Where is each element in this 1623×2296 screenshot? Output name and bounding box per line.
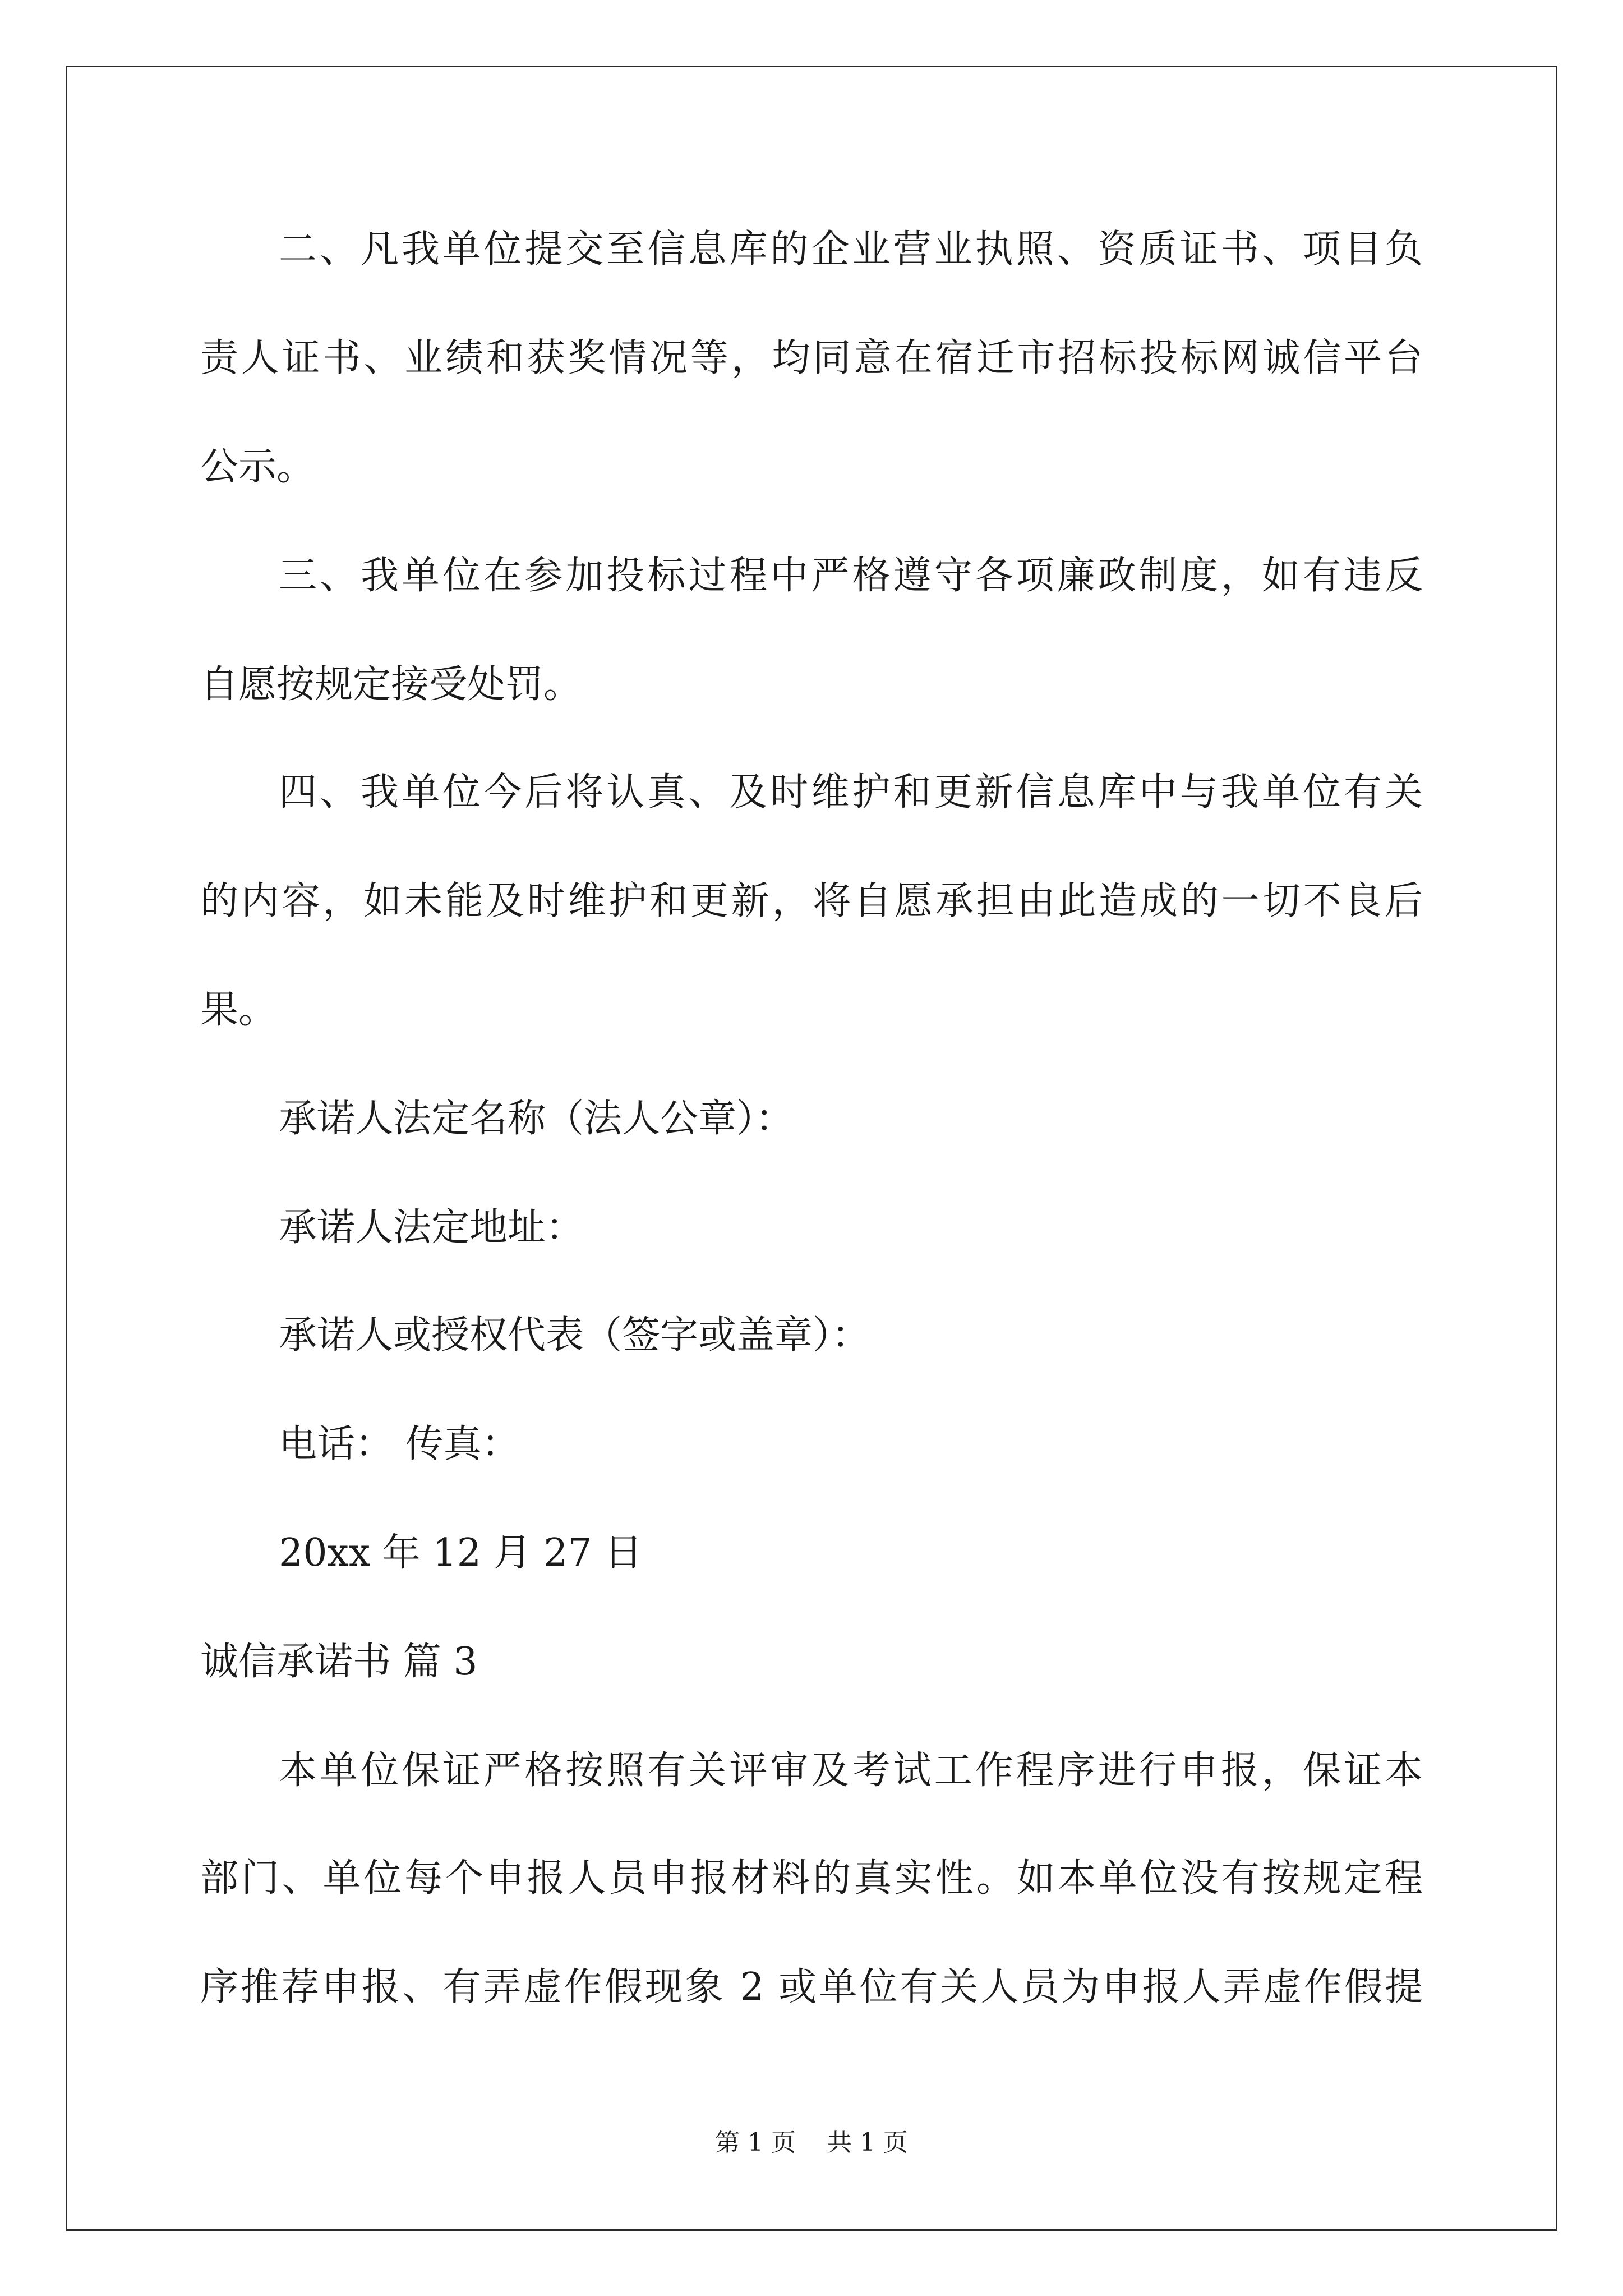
paragraph-3-line-1: 三、我单位在参加投标过程中严格遵守各项廉政制度，如有违反: [279, 554, 1423, 598]
date-line: 20xx 年 12 月 27 日: [279, 1531, 643, 1575]
phone-fax-label: 电话： 传真：: [279, 1422, 520, 1466]
representative-label: 承诺人或授权代表（签字或盖章）：: [279, 1313, 870, 1358]
page-border: [66, 66, 1557, 2231]
legal-address-label: 承诺人法定地址：: [279, 1205, 584, 1250]
paragraph-5-line-1: 本单位保证严格按照有关评审及考试工作程序进行申报，保证本: [279, 1749, 1423, 1793]
paragraph-2-line-3: 公示。: [200, 445, 315, 489]
paragraph-4-line-3: 果。: [200, 988, 277, 1032]
paragraph-2-line-1: 二、凡我单位提交至信息库的企业营业执照、资质证书、项目负: [279, 227, 1423, 272]
paragraph-4-line-2: 的内容，如未能及时维护和更新，将自愿承担由此造成的一切不良后: [200, 879, 1423, 923]
paragraph-3-line-2: 自愿按规定接受处罚。: [200, 662, 582, 707]
paragraph-4-line-1: 四、我单位今后将认真、及时维护和更新信息库中与我单位有关: [279, 770, 1423, 815]
section-heading: 诚信承诺书 篇 3: [200, 1640, 478, 1684]
legal-name-label: 承诺人法定名称（法人公章）：: [279, 1097, 794, 1141]
paragraph-2-line-2: 责人证书、业绩和获奖情况等，均同意在宿迁市招标投标网诚信平台: [200, 336, 1423, 380]
paragraph-5-line-2: 部门、单位每个申报人员申报材料的真实性。如本单位没有按规定程: [200, 1856, 1423, 1901]
page-footer: [0, 2126, 1623, 2160]
paragraph-5-line-3: 序推荐申报、有弄虚作假现象 2 或单位有关人员为申报人弄虚作假提: [200, 1965, 1423, 2009]
page-number: 第 1 页 共 1 页: [715, 2128, 908, 2157]
